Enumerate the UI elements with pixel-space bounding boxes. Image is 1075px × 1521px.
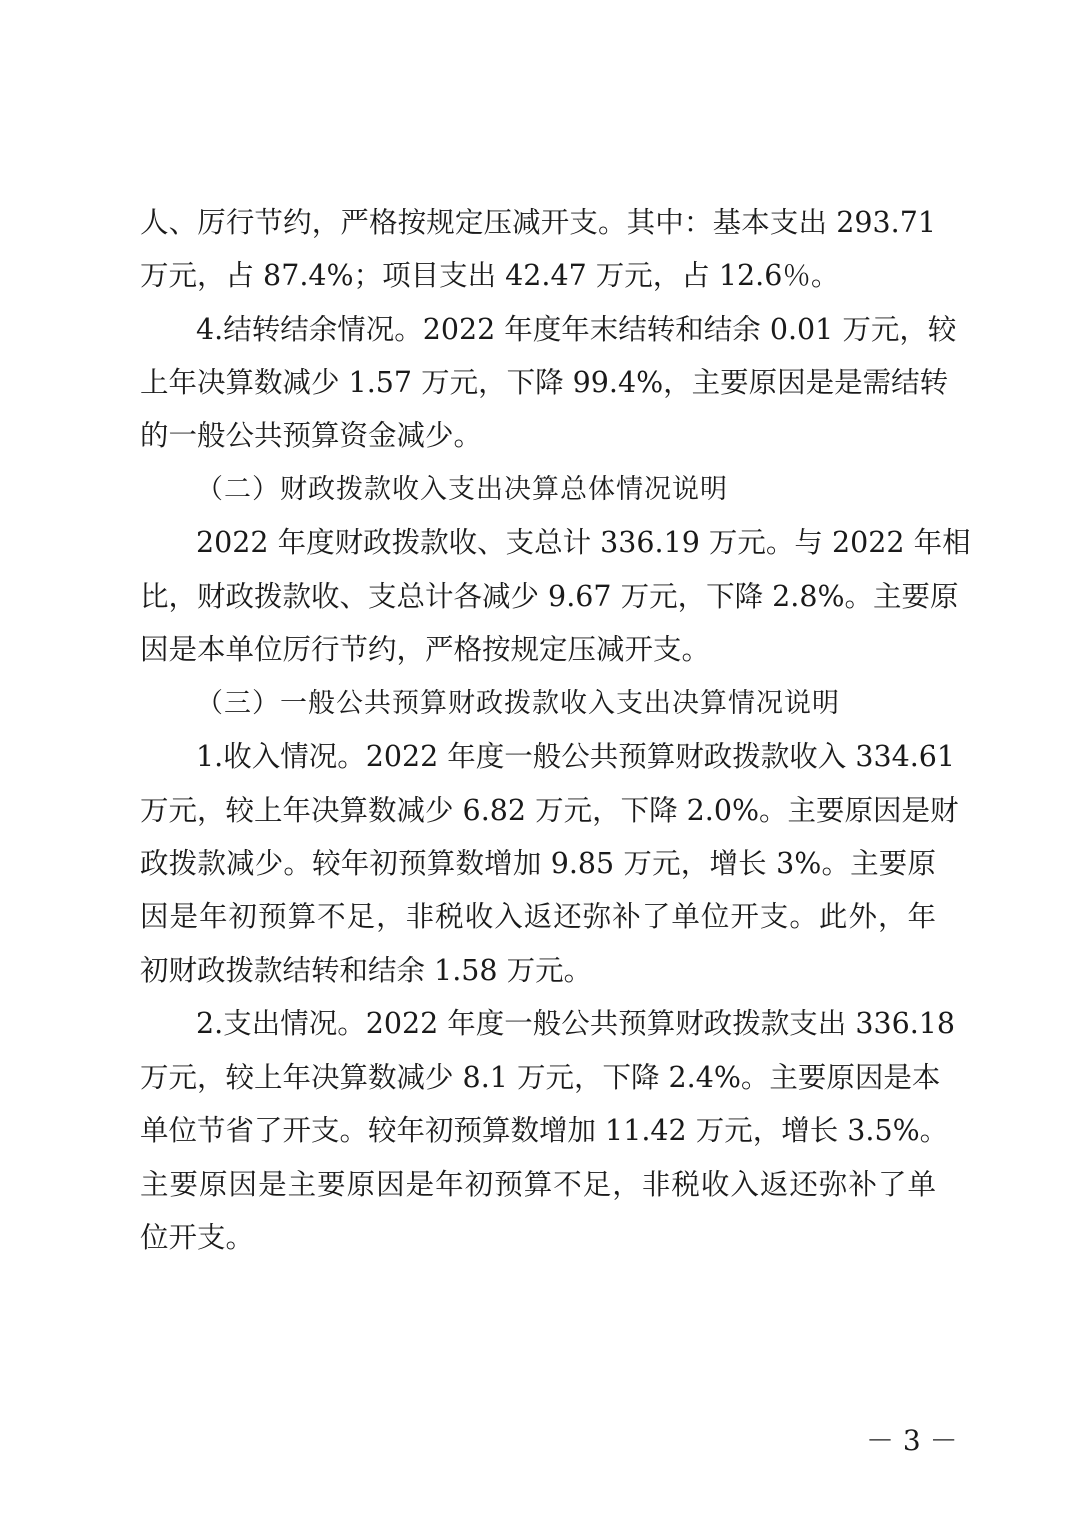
section-heading: （三）一般公共预算财政拨款收入支出决算情况说明 [196, 688, 840, 719]
paragraph-line: 主要原因是主要原因是年初预算不足，非税收入返还弥补了单 [140, 1168, 936, 1201]
paragraph-line: 上年决算数减少 1.57 万元，下降 99.4%，主要原因是是需结转 [140, 366, 949, 399]
paragraph-line: 单位节省了开支。较年初预算数增加 11.42 万元，增长 3.5%。 [140, 1114, 949, 1147]
paragraph-line: 2.支出情况。2022 年度一般公共预算财政拨款支出 336.18 [196, 1007, 956, 1040]
paragraph-line: 1.收入情况。2022 年度一般公共预算财政拨款收入 334.61 [196, 740, 956, 773]
section-heading: （二）财政拨款收入支出决算总体情况说明 [196, 474, 728, 505]
page-number: － 3 － [866, 1424, 958, 1457]
paragraph-line: 人、厉行节约，严格按规定压减开支。其中：基本支出 293.71 [140, 206, 936, 239]
paragraph-line: 政拨款减少。较年初预算数增加 9.85 万元，增长 3%。主要原 [140, 847, 936, 880]
paragraph-line: 万元，占 87.4%；项目支出 42.47 万元，占 12.6％。 [140, 259, 840, 292]
paragraph-line: 2022 年度财政拨款收、支总计 336.19 万元。与 2022 年相 [196, 526, 971, 559]
paragraph-line: 因是年初预算不足，非税收入返还弥补了单位开支。此外，年 [140, 900, 936, 933]
paragraph-line: 比，财政拨款收、支总计各减少 9.67 万元，下降 2.8%。主要原 [140, 580, 959, 613]
paragraph-line: 万元，较上年决算数减少 6.82 万元，下降 2.0%。主要原因是财 [140, 794, 959, 827]
paragraph-line: 位开支。 [140, 1221, 255, 1254]
paragraph-line: 因是本单位厉行节约，严格按规定压减开支。 [140, 633, 711, 666]
paragraph-line: 初财政拨款结转和结余 1.58 万元。 [140, 954, 593, 987]
paragraph-line: 的一般公共预算资金减少。 [140, 419, 483, 452]
paragraph-line: 万元，较上年决算数减少 8.1 万元，下降 2.4%。主要原因是本 [140, 1061, 941, 1094]
paragraph-line: 4.结转结余情况。2022 年度年末结转和结余 0.01 万元，较 [196, 313, 957, 346]
